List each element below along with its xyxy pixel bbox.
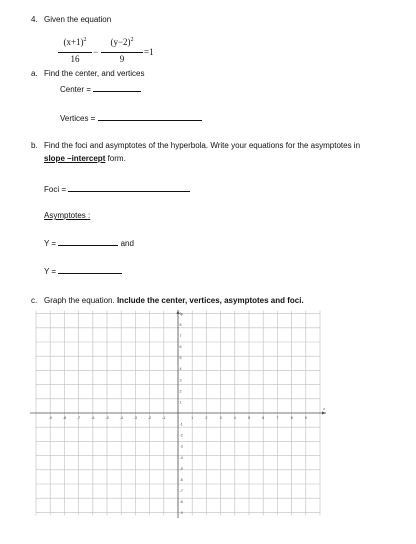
x-tick-label: 9 (304, 416, 307, 420)
y2-label: Y = (44, 267, 57, 276)
fraction-bar-1 (58, 52, 92, 53)
part-b-form-line (44, 154, 126, 163)
x-tick-label: 8 (290, 416, 293, 420)
fraction-bar-2 (101, 52, 143, 53)
question-prompt: Given the equation (44, 15, 112, 24)
y-tick-label: 8 (179, 322, 182, 327)
y-tick-label: 3 (179, 378, 182, 383)
slope-intercept-text: slope –intercept (44, 154, 106, 163)
center-blank[interactable] (93, 84, 141, 92)
asymptote-2-answer (44, 266, 122, 276)
y-tick-label: -4 (179, 455, 183, 460)
center-label: Center = (60, 85, 91, 94)
vertices-label: Vertices = (60, 114, 96, 123)
y-tick-label: 7 (179, 333, 182, 338)
x-tick-label: 6 (262, 416, 265, 420)
y-tick-label: 9 (179, 311, 182, 316)
coordinate-grid[interactable] (28, 310, 328, 518)
x-tick-label: 2 (205, 416, 208, 420)
foci-answer (44, 184, 190, 194)
fraction-1-numerator (58, 37, 92, 47)
y-tick-label: 2 (179, 389, 182, 394)
fraction-1-denominator: 16 (70, 54, 80, 64)
part-c-bold: Include the center, vertices, asymptotes and foci. (116, 296, 304, 305)
y-tick-label: -5 (179, 466, 183, 471)
y-tick-label: -9 (179, 511, 183, 516)
y-tick-label: -2 (179, 433, 183, 438)
asymptote-1-answer (44, 238, 134, 248)
form-rest-text: form. (105, 154, 126, 163)
part-b-text: Find the foci and asymptotes of the hyperbola. Write your equations for the asymptotes in (44, 141, 361, 150)
x-tick-label: -1 (162, 416, 166, 420)
x-tick-label: -6 (91, 416, 95, 420)
x-tick-label: 4 (233, 416, 236, 420)
x-tick-label: -2 (147, 416, 152, 420)
y-axis-label: y (181, 312, 183, 316)
part-b-letter: b. (31, 141, 38, 150)
minus-sign: − (93, 47, 99, 57)
x-tick-label: -7 (76, 416, 81, 420)
x-tick-label: 7 (276, 416, 279, 420)
part-c-text (44, 296, 304, 305)
asymptote-1-blank[interactable] (58, 238, 118, 246)
exponent-1: 2 (83, 37, 87, 43)
y-tick-label: -6 (179, 477, 183, 482)
x-tick-label: 5 (248, 416, 250, 420)
numerator-1-text: (x+1) (63, 37, 84, 47)
asymptotes-label: Asymptotes : (44, 211, 91, 220)
numerator-2-text: (y−2) (110, 37, 131, 47)
y-tick-label: -7 (179, 489, 183, 494)
y-tick-label: 4 (179, 367, 182, 372)
equals-one: =1 (144, 47, 154, 57)
center-answer (60, 84, 141, 94)
part-a-text: Find the center, and vertices (44, 69, 145, 78)
x-tick-label: -8 (62, 416, 67, 420)
x-tick-label: -5 (105, 416, 109, 420)
part-c-plain: Graph the equation. (44, 296, 115, 305)
vertices-blank[interactable] (98, 113, 202, 121)
y-tick-label: 1 (179, 400, 182, 405)
y-tick-label: -1 (179, 422, 183, 427)
y-tick-label: -3 (179, 444, 183, 449)
y-tick-label: -8 (179, 500, 183, 505)
vertices-answer (60, 113, 202, 123)
axes (30, 310, 326, 518)
x-axis-arrow (322, 411, 326, 414)
y1-label: Y = (44, 239, 57, 248)
foci-blank[interactable] (68, 184, 190, 192)
fraction-2-numerator (101, 37, 143, 47)
part-c-letter: c. (31, 296, 38, 305)
part-a-letter: a. (31, 69, 38, 78)
foci-label: Foci = (44, 185, 67, 194)
x-tick-label: 1 (191, 416, 194, 420)
exponent-2: 2 (130, 37, 134, 43)
y-tick-label: 6 (179, 345, 182, 350)
x-axis-label: x (323, 407, 325, 411)
x-tick-label: -3 (133, 416, 138, 420)
x-tick-label: 3 (219, 416, 222, 420)
tick-labels (49, 312, 326, 515)
and-label: and (120, 239, 134, 248)
fraction-2-denominator: 9 (119, 54, 125, 64)
x-tick-label: -4 (119, 416, 123, 420)
y-tick-label: 5 (179, 356, 182, 361)
x-tick-label: -9 (48, 416, 52, 420)
asymptote-2-blank[interactable] (58, 266, 122, 274)
question-number: 4. (31, 15, 38, 24)
